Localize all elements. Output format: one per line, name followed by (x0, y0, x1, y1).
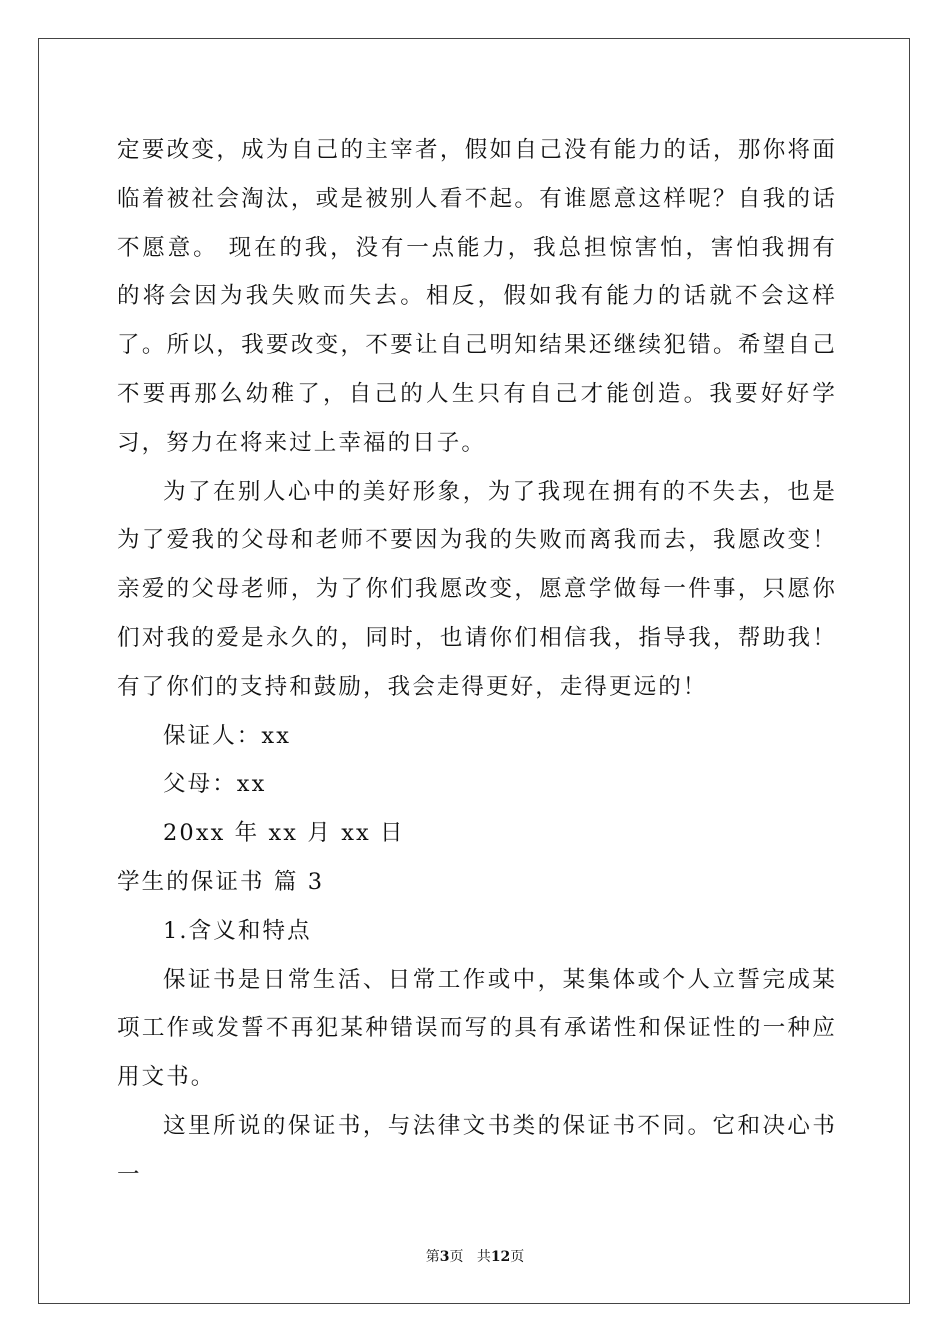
document-body (117, 126, 837, 1200)
paragraph: 定要改变，成为自己的主宰者，假如自己没有能力的话，那你将面临着被社会淘汰，或是被别人看不起。有谁愿意这样呢？自我的话不愿意。 现在的我，没有一点能力，我总担惊害怕，害怕我拥有的将会因为我失败而失去。相反，假如我有能力的话就不会这样了。所以，我要改变，不要让自己明知结果还继续犯错。希望自己不要再那么幼稚了，自己的人生只有自己才能创造。我要好好学习，努力在将来过上幸福的日子。 (117, 137, 837, 456)
parents-line: 父母：xx (163, 771, 267, 798)
footer-prefix: 第 (425, 1249, 440, 1265)
footer-total-suffix: 页 (510, 1249, 525, 1265)
paragraph: 保证书是日常生活、日常工作或中，某集体或个人立誓完成某项工作或发誓不再犯某种错误而写的具有承诺性和保证性的一种应用文书。 (117, 966, 837, 1091)
footer-page-number: 3 (439, 1249, 450, 1265)
paragraph: 为了在别人心中的美好形象，为了我现在拥有的不失去，也是为了爱我的父母和老师不要因为我的失败而离我而去，我愿改变！亲爱的父母老师，为了你们我愿改变，愿意学做每一件事，只愿你们对我的爱是永久的，同时，也请你们相信我，指导我，帮助我！有了你们的支持和鼓励，我会走得更好，走得更远的！ (117, 478, 837, 700)
guarantor-line: 保证人：xx (163, 722, 291, 749)
paragraph: 这里所说的保证书，与法律文书类的保证书不同。它和决心书一 (117, 1112, 837, 1188)
subheading: 1.含义和特点 (163, 917, 312, 944)
footer-total-pages: 12 (490, 1249, 511, 1265)
footer-total-prefix: 共 (476, 1249, 491, 1265)
section-heading: 学生的保证书 篇 3 (117, 868, 325, 895)
page-footer (0, 1246, 950, 1266)
date-line: 20xx 年 xx 月 xx 日 (163, 820, 405, 847)
footer-page-suffix: 页 (449, 1249, 464, 1265)
